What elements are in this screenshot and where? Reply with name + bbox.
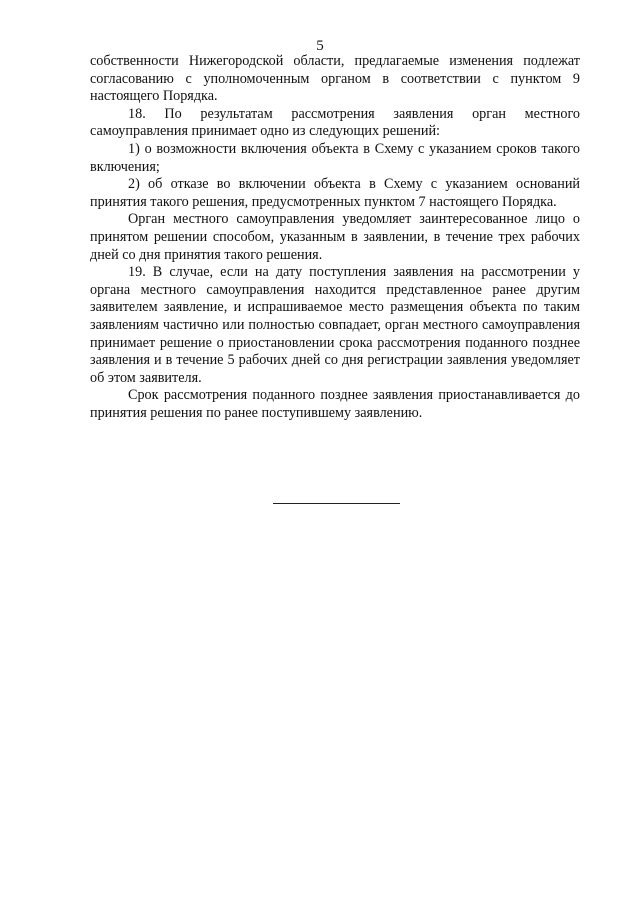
- page-number: 5: [316, 38, 324, 54]
- document-body: [90, 53, 580, 422]
- paragraph-notification: Орган местного самоуправления уведомляет заинтересованное лицо о принятом решении способом, указанным в заявлении, в течение трех рабочих дней со дня принятия такого решения.: [90, 211, 580, 263]
- paragraph-suspension: Срок рассмотрения поданного позднее заявления приостанавливается до принятия решения по ранее поступившему заявлению.: [90, 387, 580, 421]
- paragraph-continuation: собственности Нижегородской области, предлагаемые изменения подлежат согласованию с уполномоченным органом в соответствии с пунктом 9 настоящего Порядка.: [90, 53, 580, 105]
- paragraph-subitem-2: 2) об отказе во включении объекта в Схему с указанием оснований принятия такого решения, предусмотренных пунктом 7 настоящего Порядка.: [90, 176, 580, 210]
- end-divider-line: [273, 503, 400, 504]
- paragraph-item-18: 18. По результатам рассмотрения заявления орган местного самоуправления принимает одно из следующих решений:: [90, 105, 580, 140]
- paragraph-subitem-1: 1) о возможности включения объекта в Схему с указанием сроков такого включения;: [90, 140, 580, 175]
- paragraph-item-19: 19. В случае, если на дату поступления заявления на рассмотрении у органа местного самоуправления находится представленное ранее другим заявителем заявление, и испрашиваемое место размещения объекта по таким заявлениям частично или полностью совпадает, орган местного самоуправления принимает решение о приостановлении срока рассмотрения поданного позднее заявления и в течение 5 рабочих дней со дня регистрации заявления уведомляет об этом заявителя.: [90, 264, 580, 386]
